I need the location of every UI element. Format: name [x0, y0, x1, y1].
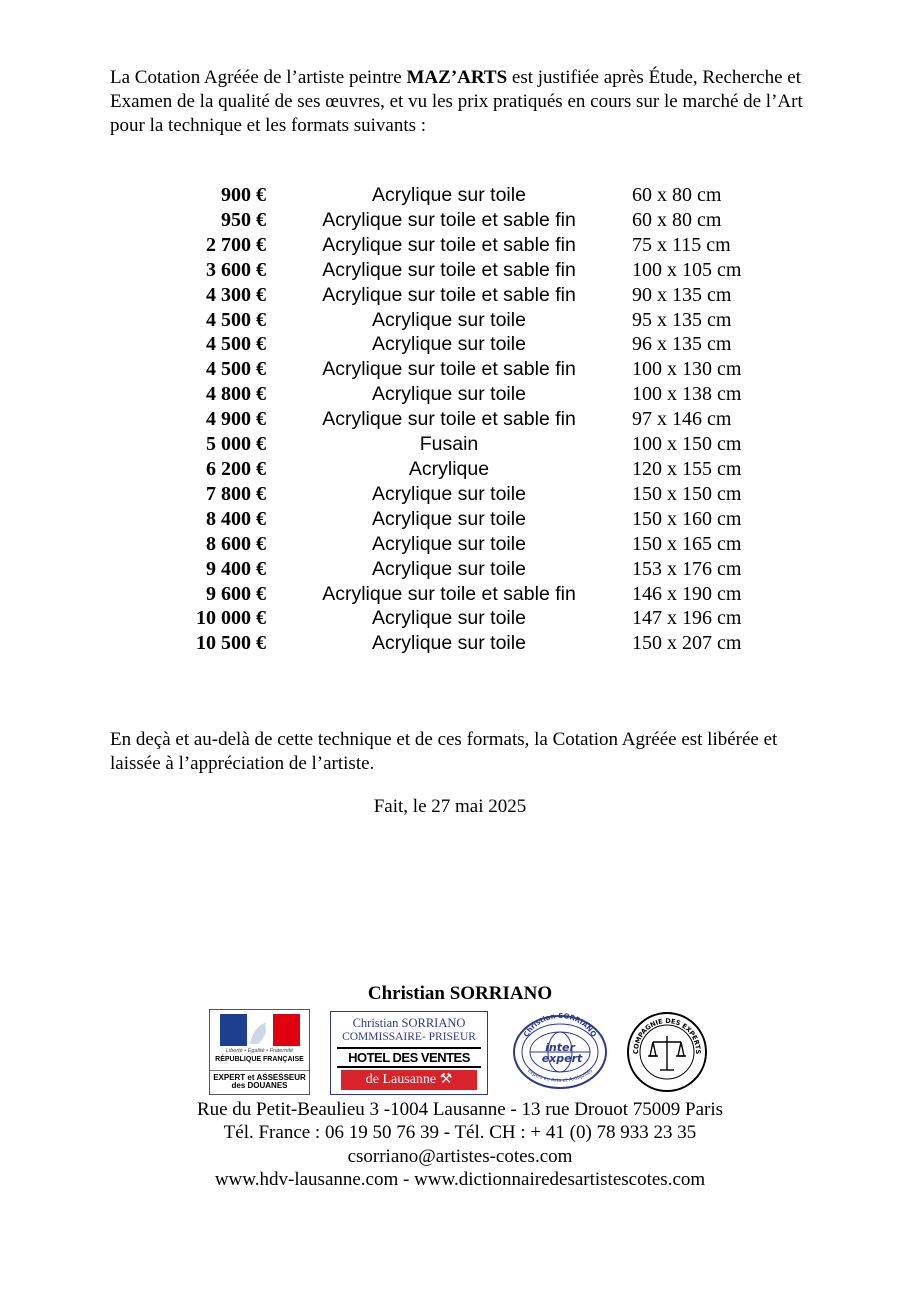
format-cell: 150 x 207 cm	[632, 632, 742, 655]
intro-text-end: est justifiée après Étude, Recherche et Examen de la qualité de ses œuvres, et vu les prix pratiqués en cours sur le marché de l’Art pour la technique et les formats suivants :	[110, 67, 803, 136]
price-row	[150, 407, 790, 432]
technique-cell: Acrylique sur toile	[372, 507, 526, 530]
technique-cell: Acrylique sur toile	[372, 607, 526, 630]
ie-sub: Expert en Arts et Antiquités	[526, 1067, 594, 1084]
price-row	[150, 532, 790, 557]
technique-cell: Acrylique	[408, 457, 490, 480]
intro-text-start: La Cotation Agréée de l’artiste peintre	[110, 67, 407, 88]
price-cell: 10 000 €	[196, 607, 266, 630]
format-cell: 150 x 165 cm	[632, 532, 742, 555]
price-cell: 9 400 €	[206, 557, 266, 580]
ie-brand-top: inter	[545, 1041, 575, 1054]
gavel-icon: ⚒	[439, 1072, 453, 1087]
format-cell: 100 x 130 cm	[632, 358, 742, 381]
price-cell: 900 €	[221, 184, 266, 206]
price-table	[150, 183, 790, 656]
format-cell: 150 x 160 cm	[632, 507, 742, 530]
price-cell: 8 600 €	[206, 532, 266, 555]
format-cell: 150 x 150 cm	[632, 482, 742, 505]
price-row	[150, 432, 790, 457]
price-row	[150, 482, 790, 507]
price-row	[150, 183, 790, 208]
price-row	[150, 332, 790, 357]
price-row	[150, 582, 790, 607]
artist-name: MAZ’ARTS	[406, 67, 508, 88]
rf-expert: EXPERT et ASSESSEUR	[210, 1070, 309, 1082]
hv-house: HOTEL DES VENTES	[337, 1047, 481, 1068]
contact-phone: Tél. France : 06 19 50 76 39 - Tél. CH : + 41 (0) 78 933 23 35	[223, 1122, 697, 1144]
ce-ring-text: COMPAGNIE DES EXPERTS	[631, 1016, 703, 1055]
price-row	[150, 382, 790, 407]
hv-city-label: de Lausanne	[365, 1072, 437, 1087]
rf-motto: Liberté • Égalité • Fraternité	[225, 1048, 294, 1054]
technique-cell: Acrylique sur toile et sable fin	[322, 283, 576, 306]
logos-row	[0, 1008, 920, 1096]
rf-republic: RÉPUBLIQUE FRANÇAISE	[215, 1056, 304, 1063]
format-cell: 100 x 138 cm	[632, 383, 742, 406]
marianne-flag-icon	[220, 1014, 300, 1046]
outro-paragraph: En deçà et au-delà de cette technique et de ces formats, la Cotation Agréée est libérée et laissée à l’appréciation de l’artiste.	[110, 729, 778, 774]
technique-cell: Acrylique sur toile	[372, 383, 526, 406]
price-cell: 7 800 €	[206, 482, 266, 505]
price-cell: 5 000 €	[206, 433, 266, 456]
contact-block	[0, 1098, 920, 1191]
technique-cell: Acrylique sur toile et sable fin	[322, 358, 576, 381]
price-row	[150, 208, 790, 233]
price-table-body	[150, 183, 790, 656]
signer-name: Christian SORRIANO	[367, 983, 553, 1004]
hv-role: COMMISSAIRE- PRISEUR	[342, 1031, 476, 1043]
format-cell: 100 x 150 cm	[632, 433, 742, 456]
format-cell: 153 x 176 cm	[632, 557, 742, 580]
compagnie-des-experts-seal	[626, 1010, 708, 1094]
date-line: Fait, le 27 mai 2025	[373, 796, 527, 817]
technique-cell: Acrylique sur toile	[372, 308, 526, 331]
format-cell: 100 x 105 cm	[632, 258, 742, 281]
price-cell: 8 400 €	[206, 507, 266, 530]
technique-cell: Acrylique sur toile	[372, 557, 526, 580]
price-row	[150, 357, 790, 382]
technique-cell: Acrylique sur toile et sable fin	[322, 258, 576, 281]
price-cell: 4 900 €	[206, 408, 266, 431]
contact-web[interactable]: www.hdv-lausanne.com - www.dictionnairedesartistescotes.com	[214, 1168, 706, 1190]
price-row	[150, 557, 790, 582]
format-cell: 146 x 190 cm	[632, 582, 742, 605]
technique-cell: Acrylique sur toile	[372, 482, 526, 505]
hv-city	[341, 1070, 477, 1090]
price-cell: 4 500 €	[206, 308, 266, 331]
svg-text:Expert en Arts et Antiquités	[526, 1068, 594, 1084]
price-row	[150, 507, 790, 532]
price-row	[150, 606, 790, 631]
price-cell: 4 300 €	[206, 283, 266, 306]
technique-cell: Acrylique sur toile et sable fin	[322, 582, 576, 605]
price-row	[150, 457, 790, 482]
format-cell: 75 x 115 cm	[632, 233, 731, 256]
technique-cell: Acrylique sur toile	[372, 333, 526, 356]
format-cell: 120 x 155 cm	[632, 457, 742, 480]
contact-address: Rue du Petit-Beaulieu 3 -1004 Lausanne - 13 rue Drouot 75009 Paris	[196, 1099, 724, 1120]
price-row	[150, 258, 790, 283]
price-cell: 6 200 €	[206, 457, 266, 480]
hv-name: Christian SORRIANO	[352, 1016, 466, 1030]
technique-cell: Acrylique sur toile	[372, 632, 526, 655]
price-cell: 10 500 €	[196, 632, 266, 655]
format-cell: 60 x 80 cm	[632, 208, 722, 231]
format-cell: 96 x 135 cm	[632, 333, 732, 356]
price-row	[150, 308, 790, 333]
technique-cell: Fusain	[419, 433, 479, 456]
price-cell: 4 500 €	[206, 333, 266, 356]
hotel-des-ventes-logo	[330, 1011, 488, 1095]
price-row	[150, 283, 790, 308]
price-row	[150, 631, 790, 656]
inter-expert-logo	[510, 1012, 610, 1090]
price-cell: 950 €	[221, 208, 266, 231]
technique-cell: Acrylique sur toile	[372, 184, 526, 206]
price-cell: 9 600 €	[206, 582, 266, 605]
contact-email[interactable]: csorriano@artistes-cotes.com	[347, 1145, 573, 1167]
price-cell: 4 500 €	[206, 358, 266, 381]
technique-cell: Acrylique sur toile et sable fin	[322, 408, 576, 431]
price-cell: 2 700 €	[206, 233, 266, 256]
svg-text:Christian SORRIANO	[522, 1012, 598, 1039]
format-cell: 60 x 80 cm	[632, 184, 722, 206]
format-cell: 90 x 135 cm	[632, 283, 732, 306]
price-cell: 3 600 €	[206, 258, 266, 281]
technique-cell: Acrylique sur toile et sable fin	[322, 233, 576, 256]
technique-cell: Acrylique sur toile et sable fin	[322, 208, 576, 231]
technique-cell: Acrylique sur toile	[372, 532, 526, 555]
format-cell: 97 x 146 cm	[632, 408, 732, 431]
ie-brand-bottom: expert	[541, 1052, 583, 1065]
format-cell: 95 x 135 cm	[632, 308, 732, 331]
republique-francaise-logo	[209, 1009, 310, 1095]
price-row	[150, 233, 790, 258]
ie-name: Christian SORRIANO	[522, 1012, 598, 1039]
format-cell: 147 x 196 cm	[632, 607, 742, 630]
rf-douanes: des DOUANES	[231, 1081, 288, 1090]
price-cell: 4 800 €	[206, 383, 266, 406]
intro-paragraph	[110, 66, 830, 138]
